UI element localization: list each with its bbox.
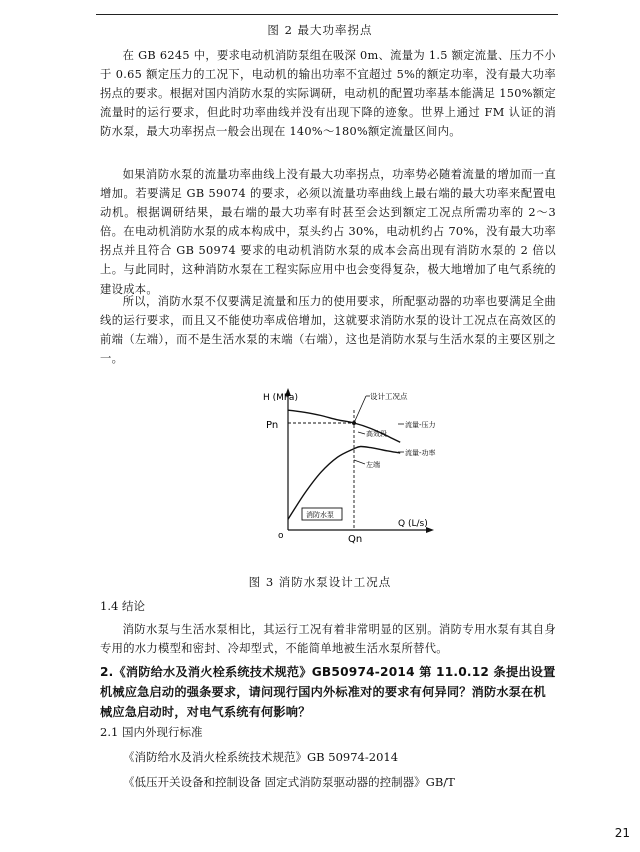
- series-label-flow-pressure: 流量-压力: [405, 421, 436, 429]
- question-2-heading: 2.《消防给水及消火栓系统技术规范》GB50974-2014 第 11.0.12 条提出设置机械应急启动的强条要求，请问现行国内外标准对的要求有何异同？消防水泵在机械应急启动时，对电气系统有何影响？: [100, 665, 556, 719]
- x-axis-label: Q (L/s): [398, 519, 428, 529]
- standard-item-1: 《消防给水及消火栓系统技术规范》GB 50974-2014: [123, 750, 399, 764]
- paragraph-3: 所以，消防水泵不仅要满足流量和压力的使用要求，所配驱动器的功率也要满足全曲线的运行要求，而且又不能使功率成倍增加，这就要求消防水泵的设计工况点在高效区的前端（左端），而不是生活水泵的末端（右端），这也是消防水泵与生活水泵的主要区别之一。: [100, 295, 556, 366]
- top-rule: [96, 14, 558, 15]
- x-tick-qn: Qn: [348, 534, 363, 545]
- y-axis-label: H (MPa): [263, 393, 298, 403]
- section-2-1-heading: 2.1 国内外现行标准: [100, 725, 203, 739]
- section-1-4-heading: 1.4 结论: [100, 599, 145, 613]
- origin-label: o: [278, 531, 284, 541]
- high-efficiency-label: 高效段: [366, 430, 387, 438]
- standard-item-2: 《低压开关设备和控制设备 固定式消防泵驱动器的控制器》GB/T: [123, 775, 455, 789]
- fire-pump-chart: [258, 380, 448, 550]
- paragraph-1: 在 GB 6245 中，要求电动机消防泵组在吸深 0m、流量为 1.5 额定流量、压力不小于 0.65 额定压力的工况下，电动机的输出功率不宜超过 5%的额定功率，没有最大功率拐点的要求。根据对国内消防水泵的实际调研，电动机的配置功率基本能满足 150%额定流量时的运行要求，但此时功率曲线并没有出现下降的迹象。世界上通过 FM 认证的消防水泵，最大功率拐点一般会出现在 140%～180%额定流量区间内。: [100, 49, 556, 139]
- y-tick-pn: Pn: [266, 420, 279, 431]
- paragraph-4: 消防水泵与生活水泵相比，其运行工况有着非常明显的区别。消防专用水泵有其自身专用的水力模型和密封、冷却型式，不能简单地被生活水泵所替代。: [100, 623, 556, 656]
- page-number: 21: [614, 826, 630, 840]
- left-end-label: 左端: [366, 461, 380, 469]
- figure-2-caption: 图 2 最大功率拐点: [267, 23, 373, 37]
- design-point-leader: [354, 396, 366, 423]
- figure-3-caption: 图 3 消防水泵设计工况点: [248, 575, 392, 589]
- fire-pump-label: 消防水泵: [306, 511, 334, 519]
- paragraph-2: 如果消防水泵的流量功率曲线上没有最大功率拐点，功率势必随着流量的增加而一直增加。若要满足 GB 59074 的要求，必须以流量功率曲线上最右端的最大功率来配置电动机。根据调研结果，最右端的最大功率有时甚至会达到额定工况点所需功率的 2～3 倍。在电动机消防水泵的成本构成中，泵头约占 30%，电动机约占 70%，没有最大功率拐点并且符合 GB 50974 要求的电动机消防水泵的成本会高出现有消防水泵的 2 倍以上。与此同时，这种消防水泵在工程实际应用中也会变得复杂，极大地增加了电气系统的建设成本。: [100, 168, 556, 296]
- series-label-flow-power: 流量-功率: [405, 449, 436, 457]
- design-point-label: 设计工况点: [370, 392, 408, 401]
